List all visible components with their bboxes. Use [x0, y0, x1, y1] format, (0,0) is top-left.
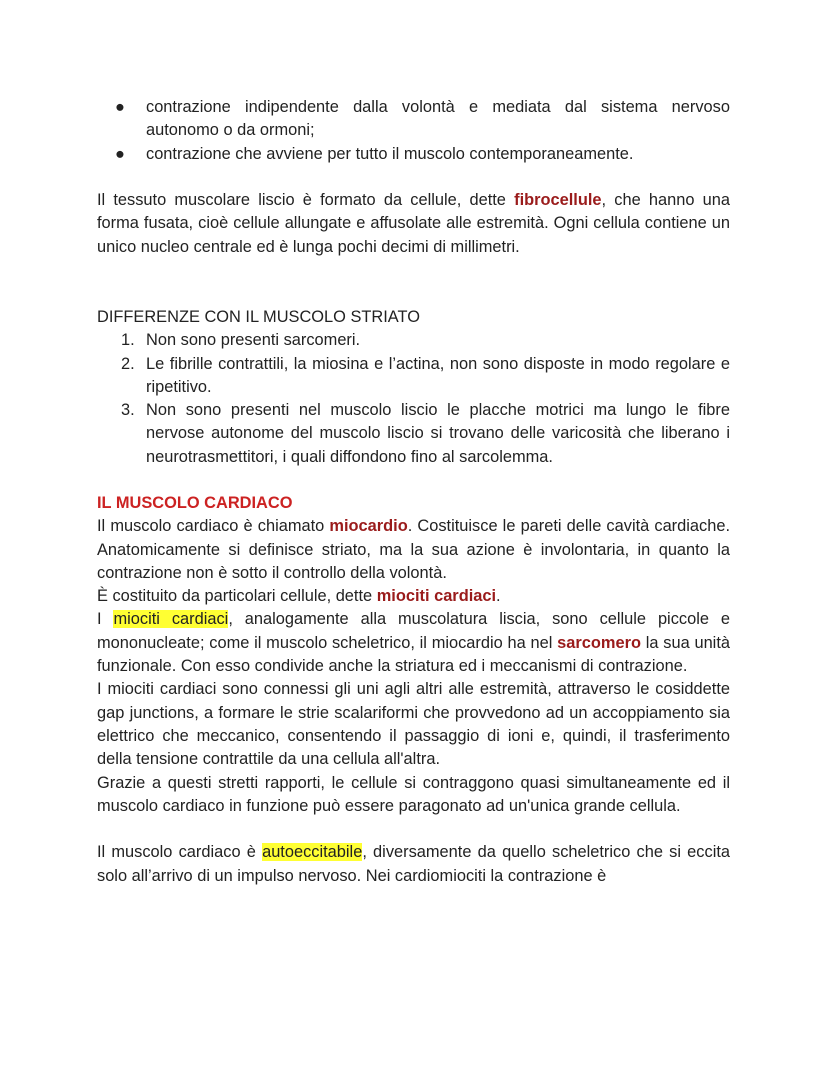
cardiac-paragraph-3: I miociti cardiaci, analogamente alla muscolatura liscia, sono cellule piccole e mononucleate; come il muscolo scheletrico, il miocardio ha nel sarcomero la sua unità funzionale. Con esso condivide anche la striatura ed i meccanismi di contrazione. [97, 610, 730, 676]
item-number: 1. [121, 331, 135, 350]
item-text: Non sono presenti nel muscolo liscio le placche motrici ma lungo le fibre nervose autonome del muscolo liscio si trovano delle varicosità che liberano i neurotrasmettitori, i quali diffondono fino al sarcolemma. [146, 401, 730, 466]
list-item [97, 96, 730, 143]
list-item [97, 353, 730, 400]
cardiac-paragraph-2: È costituito da particolari cellule, dette miociti cardiaci. [97, 587, 501, 606]
cardiac-heading: IL MUSCOLO CARDIACO [97, 494, 293, 512]
cardiac-paragraph-4: I miociti cardiaci sono connessi gli uni agli altri alle estremità, attraverso le cosiddette gap junctions, a formare le strie scalariformi che provvedono ad un accoppiamento sia elettrico che meccanico, consentendo il passaggio di ioni e, quindi, il trasferimento della tensione contrattile da una cellula all'altra. [97, 680, 730, 769]
item-number: 2. [121, 354, 135, 373]
cardiac-paragraph-5: Grazie a questi stretti rapporti, le cellule si contraggono quasi simultaneamente ed il muscolo cardiaco in funzione può essere paragonato ad un'unica grande cellula. [97, 773, 730, 815]
differences-section [97, 306, 730, 469]
bullet-text: contrazione indipendente dalla volontà e mediata dal sistema nervoso autonomo o da ormoni; [146, 98, 730, 140]
list-item [97, 143, 730, 166]
list-item [97, 329, 730, 352]
smooth-muscle-paragraph: Il tessuto muscolare liscio è formato da cellule, dette fibrocellule, che hanno una forma fusata, cioè cellule allungate e affusolate alle estremità. Ogni cellula contiene un unico nucleo centrale ed è lunga pochi decimi di millimetri. [97, 191, 730, 256]
term-miocardio: miocardio [329, 517, 408, 536]
term-sarcomero: sarcomero [557, 633, 641, 652]
cardiac-paragraph-1: Il muscolo cardiaco è chiamato miocardio. Costituisce le pareti delle cavità cardiache. Anatomicamente si definisce striato, ma la sua azione è involontaria, in quanto la contrazione non è sotto il controllo della volontà. [97, 517, 730, 582]
highlight-miociti-cardiaci: miociti cardiaci [113, 610, 229, 629]
bullet-icon: ● [115, 144, 125, 163]
item-text: Non sono presenti sarcomeri. [146, 331, 361, 350]
bullet-icon: ● [115, 98, 125, 116]
term-fibrocellule: fibrocellule [514, 191, 602, 209]
term-miociti-cardiaci: miociti cardiaci [376, 587, 497, 606]
item-number: 3. [121, 401, 135, 420]
bullet-list [97, 96, 730, 166]
cardiac-paragraph-6: Il muscolo cardiaco è autoeccitabile, diversamente da quello scheletrico che si eccita solo all’arrivo di un impulso nervoso. Nei cardiomiociti la contrazione è [97, 843, 731, 885]
item-text: Le fibrille contrattili, la miosina e l’actina, non sono disposte in modo regolare e ripetitivo. [146, 354, 730, 396]
bullet-text: contrazione che avviene per tutto il muscolo contemporaneamente. [146, 144, 634, 163]
differences-heading: DIFFERENZE CON IL MUSCOLO STRIATO [97, 308, 420, 326]
highlight-autoeccitabile: autoeccitabile [262, 843, 363, 862]
list-item [97, 399, 730, 469]
cardiac-section [97, 492, 730, 888]
